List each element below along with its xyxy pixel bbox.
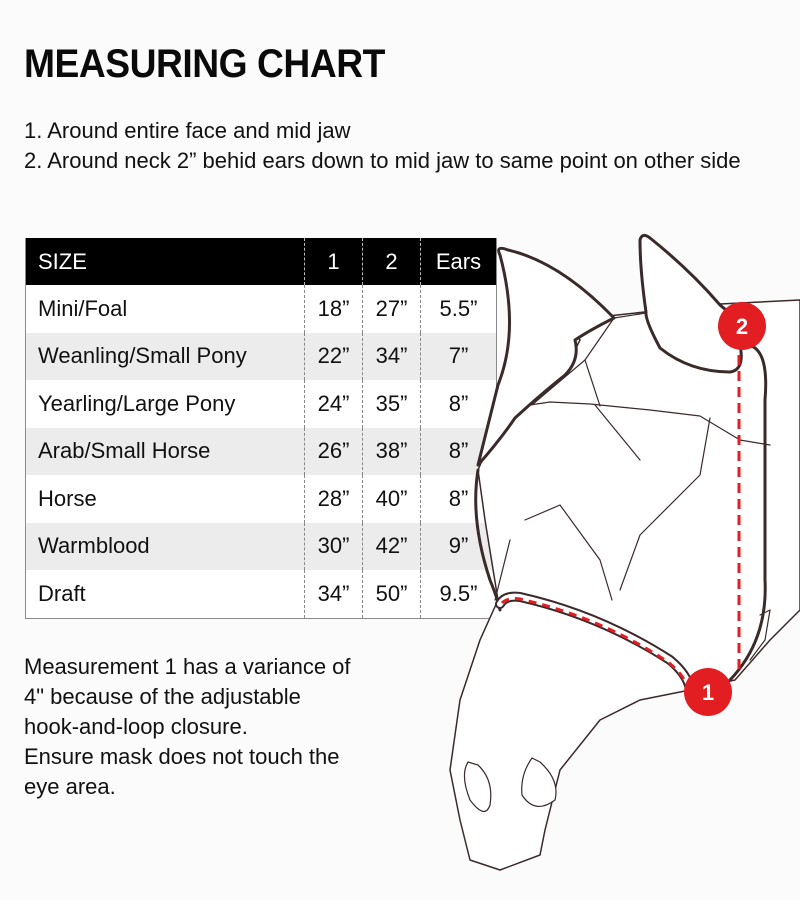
instruction-1: 1. Around entire face and mid jaw xyxy=(24,118,351,143)
measurement-1-cell: 18” xyxy=(304,285,362,333)
measurement-2-cell: 27” xyxy=(362,285,420,333)
ears-cell: 8” xyxy=(420,380,496,428)
measurement-instructions xyxy=(24,116,784,176)
horse-head-illustration xyxy=(420,230,800,900)
measurement-1-cell: 24” xyxy=(304,380,362,428)
page-title: MEASURING CHART xyxy=(24,42,385,86)
measurement-2-cell: 50” xyxy=(362,570,420,618)
instruction-2: 2. Around neck 2” behid ears down to mid jaw to same point on other side xyxy=(24,148,741,173)
header-ears: Ears xyxy=(420,238,496,285)
size-cell: Mini/Foal xyxy=(38,295,128,321)
note-line: eye area. xyxy=(24,774,116,799)
note-line: Measurement 1 has a variance of xyxy=(24,654,351,679)
measurement-1-cell: 30” xyxy=(304,523,362,571)
note-line: hook-and-loop closure. xyxy=(24,714,248,739)
note-line: 4" because of the adjustable xyxy=(24,684,301,709)
header-measurement-1: 1 xyxy=(304,238,362,285)
ears-cell: 8” xyxy=(420,475,496,523)
measurement-1-cell: 34” xyxy=(304,570,362,618)
measurement-2-cell: 35” xyxy=(362,380,420,428)
header-size: SIZE xyxy=(38,248,87,274)
measurement-2-cell: 38” xyxy=(362,428,420,476)
size-cell: Warmblood xyxy=(38,533,150,559)
ears-cell: 5.5” xyxy=(420,285,496,333)
measurement-2-cell: 34” xyxy=(362,333,420,381)
measurement-1-cell: 22” xyxy=(304,333,362,381)
svg-text:1: 1 xyxy=(701,680,715,705)
size-cell: Horse xyxy=(38,485,97,511)
marker-2-icon xyxy=(718,302,766,350)
ears-cell: 7” xyxy=(420,333,496,381)
measurement-2-cell: 40” xyxy=(362,475,420,523)
ears-cell: 8” xyxy=(420,428,496,476)
size-cell: Yearling/Large Pony xyxy=(38,390,236,416)
svg-text:2: 2 xyxy=(735,314,749,339)
measurement-2-cell: 42” xyxy=(362,523,420,571)
size-cell: Draft xyxy=(38,580,86,606)
size-cell: Weanling/Small Pony xyxy=(38,343,247,369)
size-cell: Arab/Small Horse xyxy=(38,438,211,464)
measurement-1-cell: 26” xyxy=(304,428,362,476)
variance-note xyxy=(24,652,404,802)
marker-1-icon xyxy=(684,668,732,716)
ears-cell: 9.5” xyxy=(420,570,496,618)
ears-cell: 9” xyxy=(420,523,496,571)
header-measurement-2: 2 xyxy=(362,238,420,285)
note-line: Ensure mask does not touch the xyxy=(24,744,340,769)
measurement-1-cell: 28” xyxy=(304,475,362,523)
